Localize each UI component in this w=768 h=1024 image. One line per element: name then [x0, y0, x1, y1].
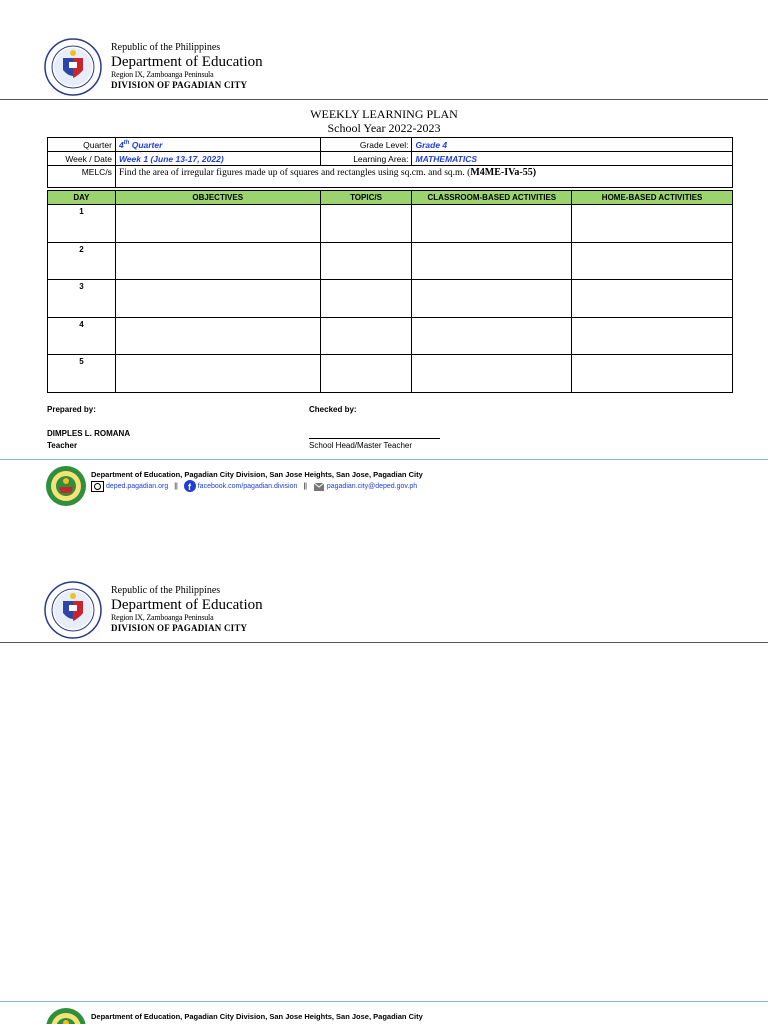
table-row	[48, 317, 733, 355]
svg-text:f: f	[187, 482, 191, 492]
preparer-name: DIMPLES L. ROMANA	[47, 429, 131, 438]
header-rule	[0, 99, 768, 100]
footer-address: Department of Education, Pagadian City Division, San Jose Heights, San Jose, Pagadian City	[91, 470, 423, 479]
facebook-link[interactable]: facebook.com/pagadian.division	[197, 482, 298, 490]
topics-cell[interactable]	[320, 205, 412, 243]
page-header	[0, 38, 768, 98]
department-title: Department of Education	[111, 54, 263, 70]
facebook-icon	[184, 480, 196, 492]
home-cell[interactable]	[572, 242, 733, 280]
page-footer	[0, 459, 768, 509]
topics-cell[interactable]	[320, 317, 412, 355]
topics-cell[interactable]	[320, 355, 412, 393]
week-value[interactable]: Week 1 (June 13-17, 2022)	[115, 152, 320, 166]
day-number: 3	[48, 280, 116, 318]
classroom-cell[interactable]	[412, 280, 572, 318]
school-year: School Year 2022-2023	[327, 121, 441, 135]
table-row	[48, 355, 733, 393]
table-row	[48, 205, 733, 243]
footer-rule	[0, 459, 768, 460]
plan-title: WEEKLY LEARNING PLAN	[310, 107, 458, 121]
col-header-classroom: CLASSROOM-BASED ACTIVITIES	[412, 191, 572, 205]
melc-code: M4ME-IVa-55)	[470, 167, 537, 178]
classroom-cell[interactable]	[412, 205, 572, 243]
quarter-label: Quarter	[48, 138, 116, 152]
day-number: 4	[48, 317, 116, 355]
republic-text: Republic of the Philippines	[111, 585, 221, 596]
classroom-cell[interactable]	[412, 355, 572, 393]
region-text: Region IX, Zamboanga Peninsula	[111, 613, 214, 622]
preparer-role: Teacher	[47, 441, 78, 450]
melc-label: MELC/s	[48, 166, 116, 188]
prepared-by-label: Prepared by:	[47, 405, 96, 414]
classroom-cell[interactable]	[412, 242, 572, 280]
melc-text[interactable]: Find the area of irregular figures made up of squares and rectangles using sq.cm. and sq.m. (M4ME-IVa-55)	[115, 166, 732, 188]
deped-seal-icon	[45, 1007, 87, 1024]
email-link[interactable]: pagadian.city@deped.gov.ph	[326, 482, 418, 490]
day-number: 2	[48, 242, 116, 280]
checked-by-label: Checked by:	[309, 405, 357, 414]
classroom-cell[interactable]	[412, 317, 572, 355]
page-footer	[0, 1001, 768, 1024]
separator: ||	[174, 482, 178, 490]
home-cell[interactable]	[572, 280, 733, 318]
plan-info-table	[47, 137, 733, 188]
republic-text: Republic of the Philippines	[111, 42, 221, 53]
deped-seal-icon	[44, 38, 102, 96]
home-cell[interactable]	[572, 205, 733, 243]
plan-title-block	[0, 107, 768, 135]
area-label: Learning Area:	[320, 152, 412, 166]
header-rule	[0, 642, 768, 643]
objectives-cell[interactable]	[115, 317, 320, 355]
col-header-objectives: OBJECTIVES	[115, 191, 320, 205]
checker-role: School Head/Master Teacher	[309, 441, 413, 450]
signature-line	[309, 438, 440, 439]
department-title: Department of Education	[111, 597, 263, 613]
division-text: DIVISION OF PAGADIAN CITY	[111, 623, 248, 633]
col-header-day: DAY	[48, 191, 116, 205]
footer-links	[91, 480, 417, 492]
separator: ||	[303, 482, 307, 490]
week-label: Week / Date	[48, 152, 116, 166]
table-row	[48, 280, 733, 318]
deped-seal-icon	[45, 465, 87, 507]
area-value[interactable]: MATHEMATICS	[412, 152, 733, 166]
topics-cell[interactable]	[320, 280, 412, 318]
day-number: 1	[48, 205, 116, 243]
grade-value[interactable]: Grade 4	[412, 138, 733, 152]
footer-rule	[0, 1001, 768, 1002]
quarter-value[interactable]: 4th Quarter	[115, 138, 320, 152]
table-row	[48, 242, 733, 280]
website-link[interactable]: deped.pagadian.org	[105, 482, 169, 490]
topics-cell[interactable]	[320, 242, 412, 280]
objectives-cell[interactable]	[115, 205, 320, 243]
day-number: 5	[48, 355, 116, 393]
footer-address: Department of Education, Pagadian City Division, San Jose Heights, San Jose, Pagadian City	[91, 1012, 423, 1021]
objectives-cell[interactable]	[115, 242, 320, 280]
col-header-topics: TOPIC/S	[320, 191, 412, 205]
globe-icon	[91, 481, 104, 492]
col-header-home: HOME-BASED ACTIVITIES	[572, 191, 733, 205]
home-cell[interactable]	[572, 317, 733, 355]
mail-icon	[313, 481, 325, 492]
page-header	[0, 581, 768, 641]
region-text: Region IX, Zamboanga Peninsula	[111, 70, 214, 79]
objectives-cell[interactable]	[115, 280, 320, 318]
home-cell[interactable]	[572, 355, 733, 393]
grade-label: Grade Level:	[320, 138, 412, 152]
objectives-cell[interactable]	[115, 355, 320, 393]
division-text: DIVISION OF PAGADIAN CITY	[111, 80, 248, 90]
daily-plan-table	[47, 190, 733, 393]
deped-seal-icon	[44, 581, 102, 639]
